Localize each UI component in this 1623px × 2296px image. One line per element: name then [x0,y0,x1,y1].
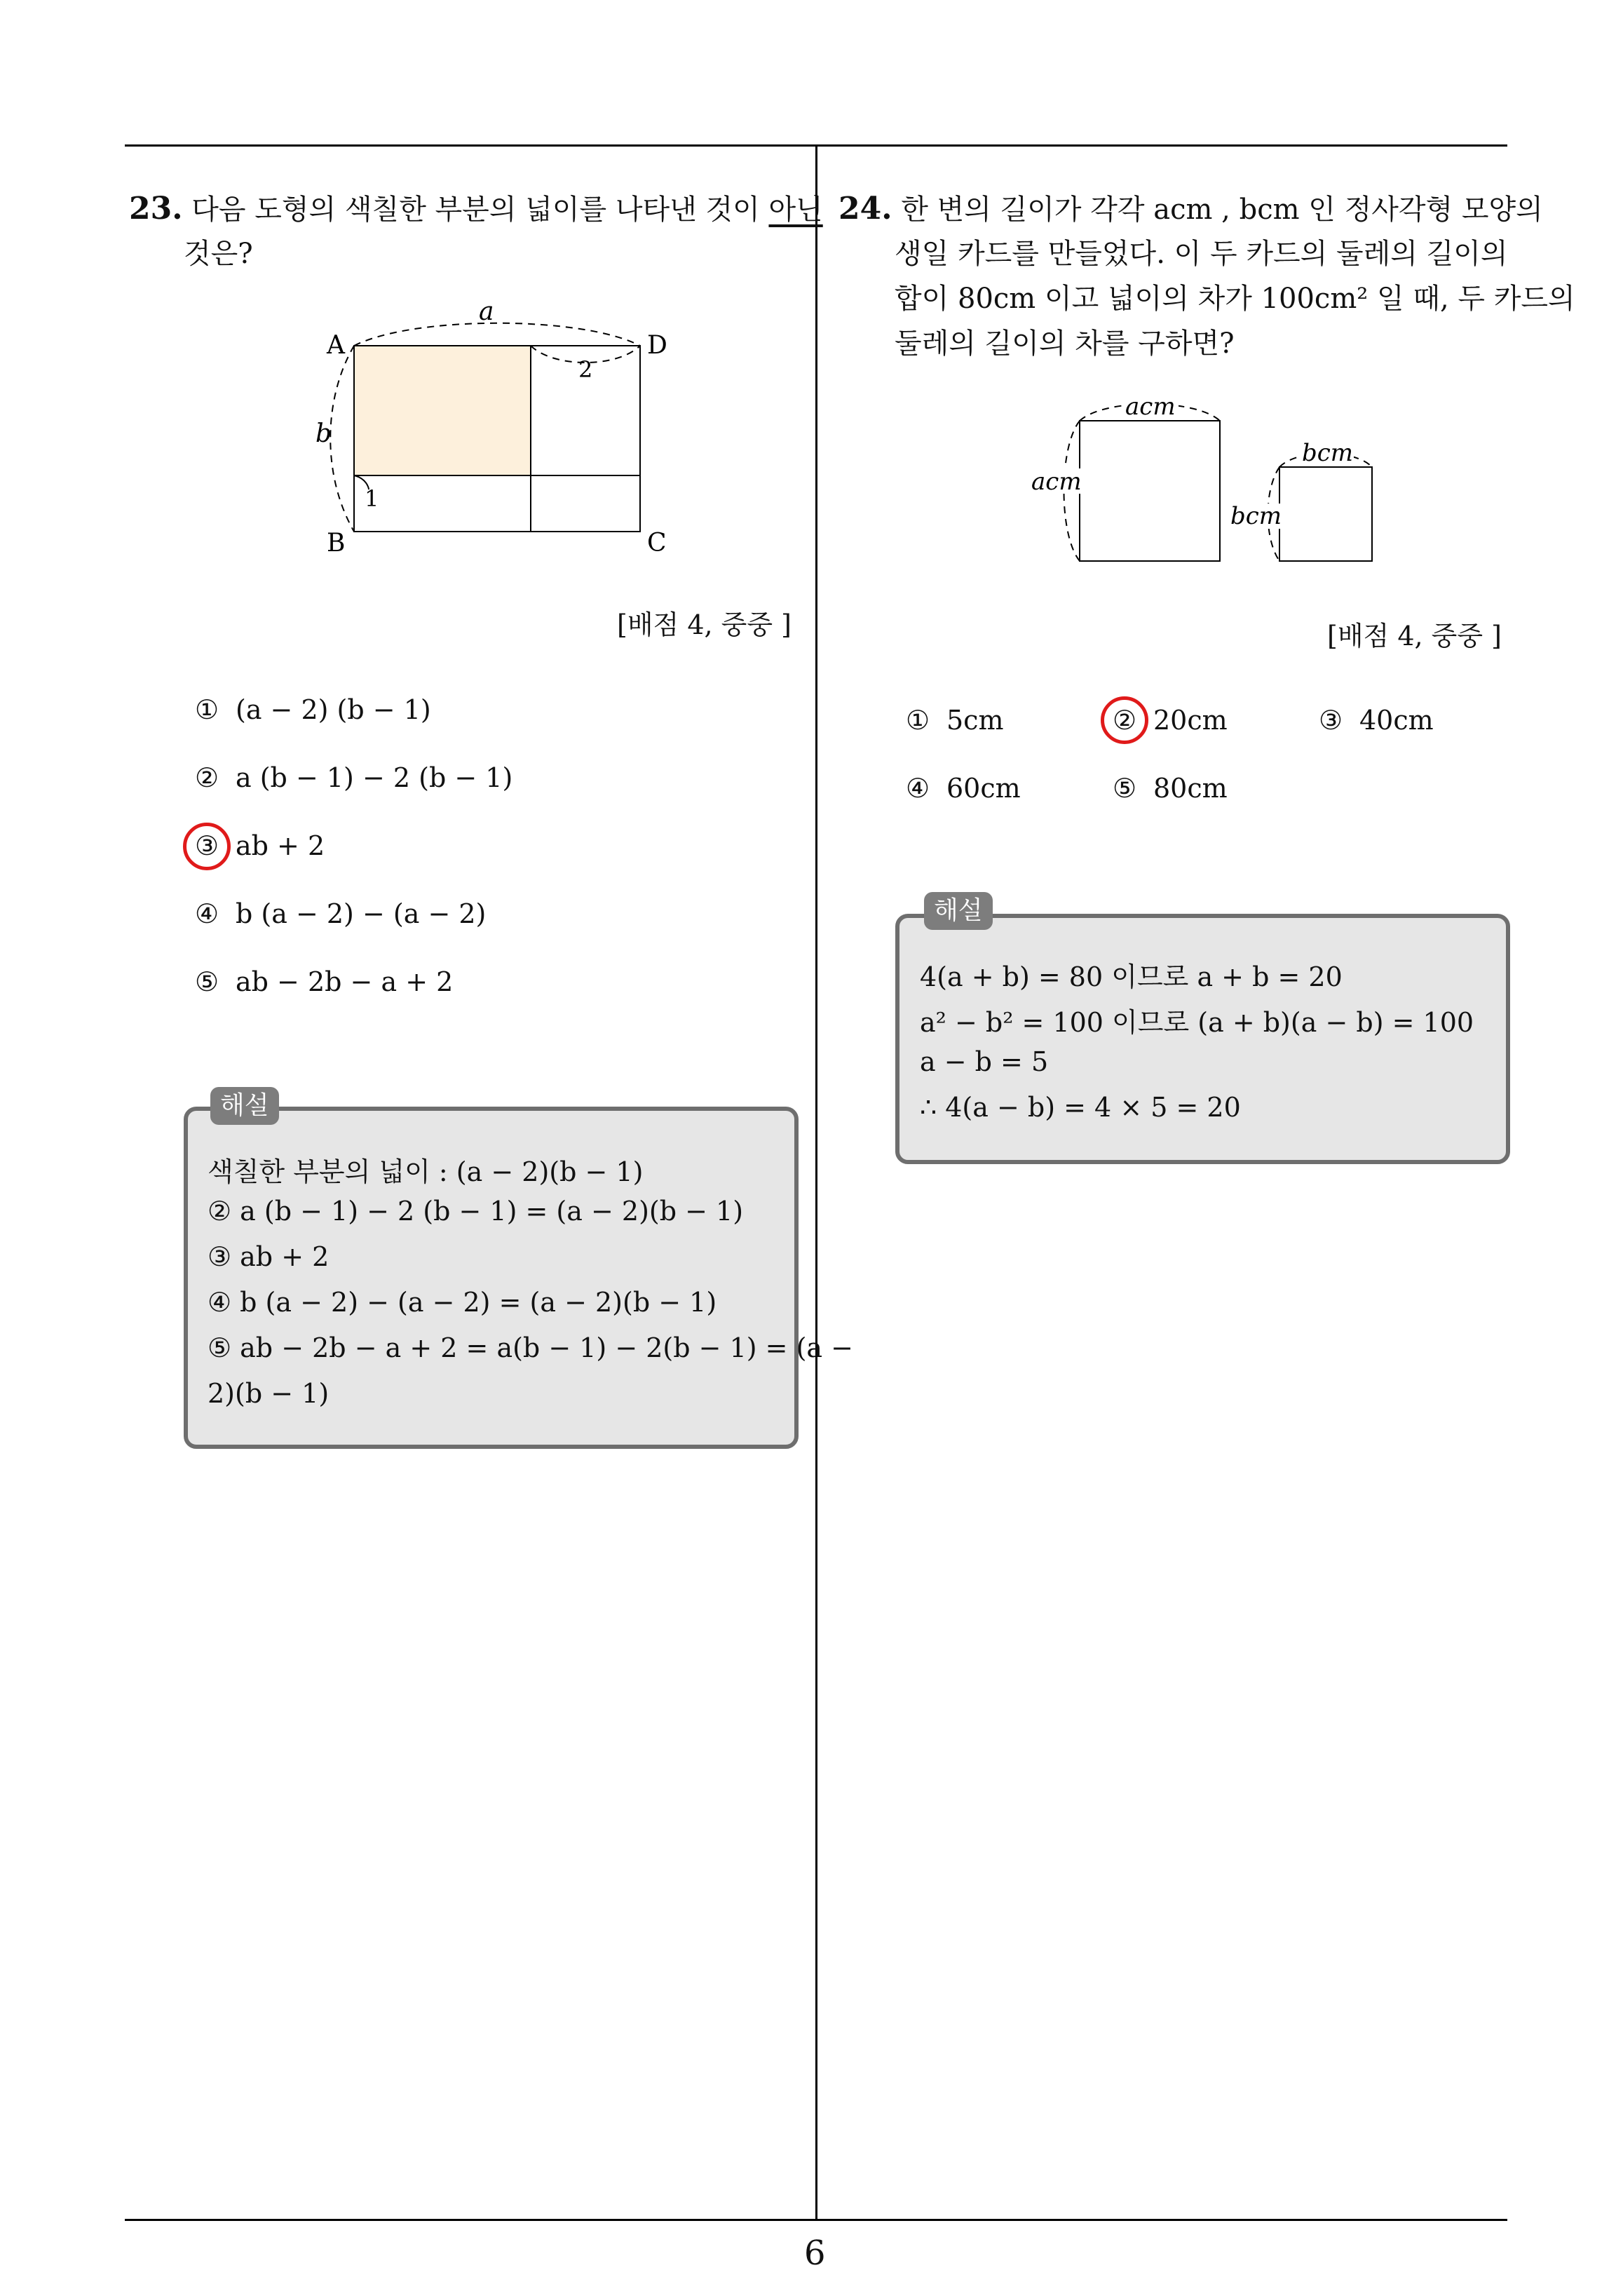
q23-text-a: 다음 도형의 색칠한 부분의 넓이를 나타낸 것이 [191,194,769,226]
choice-text: 20cm [1153,705,1228,736]
q23-choice-2[interactable] [195,762,512,793]
choice-number: ⑤ [1113,773,1137,804]
q24-score: [배점 4, 중중 ] [1327,621,1502,651]
choice-number: ② [195,762,219,793]
q23-solution-line-4: ④ b (a − 2) − (a − 2) = (a − 2)(b − 1) [208,1287,717,1318]
q23-line-1 [129,191,823,227]
q24-choice-5[interactable] [1113,773,1228,804]
choice-text: ab − 2b − a + 2 [236,966,454,997]
bottom-rule [125,2219,1507,2221]
choice-number: ③ [195,830,219,861]
q24-line-3: 합이 80cm 이고 넓이의 차가 100cm² 일 때, 두 카드의 [895,283,1575,315]
choice-text: 40cm [1359,705,1434,736]
q23-number: 23. [129,191,183,227]
q23-choice-4[interactable] [195,898,486,929]
big-left-label: acm [1031,468,1082,496]
q23-line-2 [184,240,253,268]
big-square [1080,421,1220,561]
q24-squares-figure [1020,384,1399,574]
q24-solution-line-2: a² − b² = 100 이므로 (a + b)(a − b) = 100 [920,1007,1474,1038]
q23-solution-line-5: ⑤ ab − 2b − a + 2 = a(b − 1) − 2(b − 1) = (a − [208,1332,853,1363]
choice-text: ab + 2 [236,830,325,861]
choice-number: ① [906,705,930,736]
q23-solution-line-2: ② a (b − 1) − 2 (b − 1) = (a − 2)(b − 1) [208,1196,744,1227]
label-B: B [327,529,346,558]
q24-number: 24. [838,191,892,227]
q23-choice-5[interactable] [195,966,453,997]
choice-number: ③ [1319,705,1343,736]
small-left-label: bcm [1230,502,1282,530]
q24-solution-line-4: ∴ 4(a − b) = 4 × 5 = 20 [920,1092,1241,1123]
q23-underlined-word: 아닌 [768,194,823,226]
answer-mark-circle [1101,696,1148,744]
q24-line-2: 생일 카드를 만들었다. 이 두 카드의 둘레의 길이의 [895,238,1508,270]
choice-number: ② [1113,705,1137,736]
label-A: A [327,331,345,360]
q24-choice-3[interactable] [1319,705,1434,736]
choice-text: a (b − 1) − 2 (b − 1) [236,762,513,793]
q23-solution-line-6: 2)(b − 1) [208,1378,330,1409]
choice-text: 80cm [1153,773,1228,804]
label-a: a [479,297,494,326]
label-C: C [647,529,667,558]
q24-line-1 [838,191,1543,227]
q24-choice-4[interactable] [906,773,1021,804]
shaded-region [354,346,531,475]
dashed-arc-b [330,346,354,532]
column-divider [815,144,817,2220]
dashed-arc-a [354,323,640,346]
choice-text: 60cm [946,773,1021,804]
q24-choice-1[interactable] [906,705,1004,736]
big-top-label: acm [1125,393,1176,421]
choice-number: ⑤ [195,966,219,997]
choice-number: ④ [195,898,219,929]
q24-solution-tag: 해설 [924,892,993,930]
choice-text: 5cm [946,705,1004,736]
q24-solution-line-3: a − b = 5 [920,1046,1049,1077]
q23-choice-1[interactable] [195,694,431,725]
q23-score: [배점 4, 중중 ] [617,609,792,640]
page-number: 6 [804,2234,826,2273]
q23-solution-line-3: ③ ab + 2 [208,1241,330,1272]
label-D: D [647,331,667,360]
choice-text: (a − 2) (b − 1) [236,694,431,725]
q24-line-4: 둘레의 길이의 차를 구하면? [895,327,1235,360]
q23-solution-line-1: 색칠한 부분의 넓이 : (a − 2)(b − 1) [208,1156,644,1187]
choice-text: b (a − 2) − (a − 2) [236,898,487,929]
choice-number: ① [195,694,219,725]
small-square [1279,467,1372,561]
q24-solution-line-1: 4(a + b) = 80 이므로 a + b = 20 [920,961,1343,992]
label-2: 2 [578,356,593,383]
answer-mark-circle [183,823,231,870]
q24-text-1: 한 변의 길이가 각각 acm , bcm 인 정사각형 모양의 [901,194,1543,226]
q23-solution-tag: 해설 [210,1087,279,1125]
label-1: 1 [365,485,379,512]
label-b: b [315,419,332,448]
choice-number: ④ [906,773,930,804]
q23-rectangle-figure [308,295,701,561]
q23-text-b: 것은? [184,238,253,270]
small-top-label: bcm [1302,439,1354,467]
